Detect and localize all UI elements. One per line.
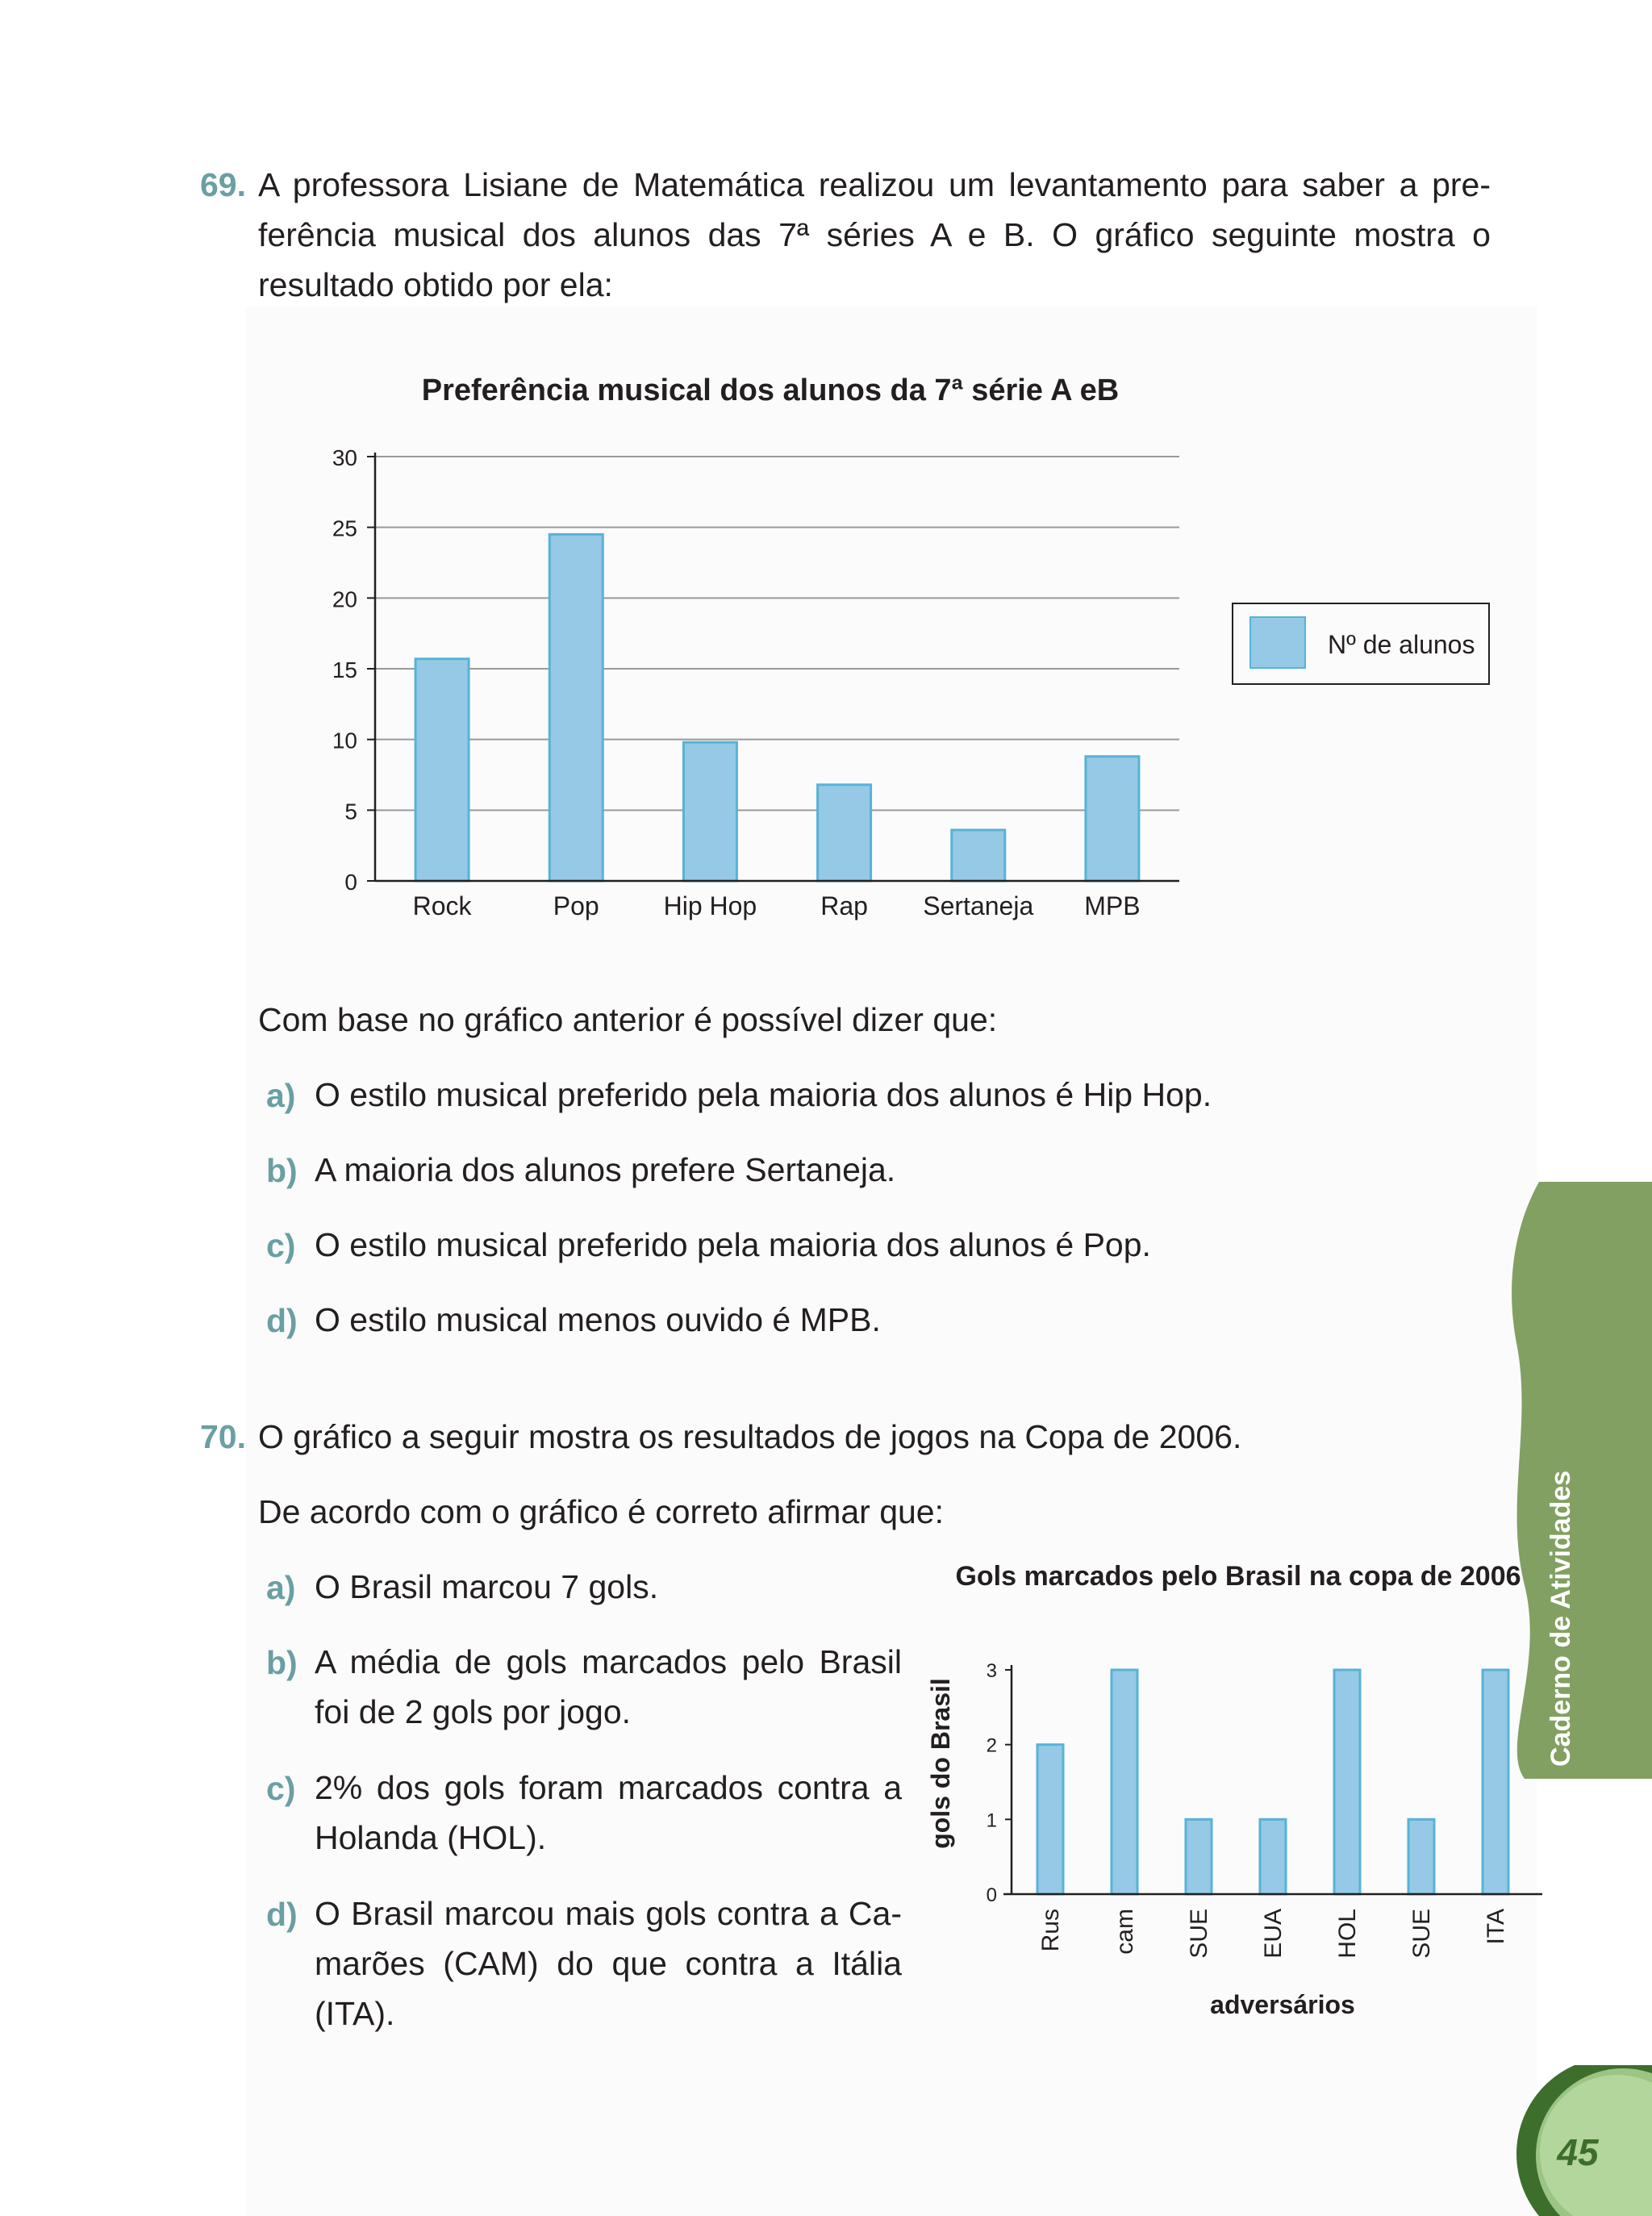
bar-pop <box>549 534 603 881</box>
chart-2-x-axis-label: adversários <box>1210 1990 1355 2019</box>
x-tick-label: cam <box>1112 1909 1138 1955</box>
option-70-b-line-1: A média de gols marcados pelo Brasil <box>315 1643 902 1680</box>
x-tick-label: Pop <box>553 891 599 920</box>
bar-ita-6 <box>1483 1670 1508 1894</box>
option-69-d-label[interactable]: d) <box>266 1302 298 1339</box>
option-69-d-text: O estilo musical menos ouvido é MPB. <box>315 1301 881 1338</box>
bar-hol-4 <box>1334 1670 1360 1894</box>
y-tick-label: 10 <box>332 728 357 753</box>
x-tick-label: Sertaneja <box>923 891 1034 920</box>
chart-1-title: Preferência musical dos alunos da 7ª série A eB <box>421 374 1120 407</box>
y-tick-label: 3 <box>986 1660 997 1682</box>
option-70-d-line-2: marões (CAM) do que contra a Itália <box>315 1945 902 1982</box>
option-70-b-line-2: foi de 2 gols por jogo. <box>315 1693 632 1730</box>
chart-1-legend <box>1233 603 1489 684</box>
bar-sue-5 <box>1408 1819 1434 1894</box>
y-tick-label: 2 <box>986 1734 997 1757</box>
option-70-d-line-1: O Brasil marcou mais gols contra a Ca- <box>315 1895 902 1932</box>
bar-sertaneja <box>952 830 1005 881</box>
legend-swatch <box>1250 617 1305 668</box>
option-70-b-label[interactable]: b) <box>266 1644 298 1681</box>
option-69-b-label[interactable]: b) <box>266 1152 298 1189</box>
legend-label: Nº de alunos <box>1328 630 1475 659</box>
option-70-a-label[interactable]: a) <box>266 1569 296 1606</box>
y-tick-label: 0 <box>344 870 357 895</box>
option-69-c-label[interactable]: c) <box>266 1227 296 1264</box>
question-69-line-1: A professora Lisiane de Matemática realizou um levantamento para saber a pre- <box>258 166 1491 203</box>
question-70-line-1: O gráfico a seguir mostra os resultados de jogos na Copa de 2006. <box>258 1418 1242 1455</box>
y-tick-label: 5 <box>344 799 357 824</box>
y-tick-label: 1 <box>986 1809 997 1832</box>
y-tick-label: 30 <box>332 445 357 470</box>
bar-rus-0 <box>1037 1745 1063 1894</box>
x-tick-label: EUA <box>1260 1909 1287 1959</box>
option-70-d-line-3: (ITA). <box>315 1995 395 2032</box>
question-70-line-2: De acordo com o gráfico é correto afirmar que: <box>258 1493 944 1530</box>
bar-sue-2 <box>1186 1819 1212 1894</box>
question-69-prompt: Com base no gráfico anterior é possível dizer que: <box>258 1001 998 1038</box>
bar-hip-hop <box>683 742 736 881</box>
x-tick-label: MPB <box>1084 891 1141 920</box>
bar-eua-3 <box>1260 1819 1286 1894</box>
bar-mpb <box>1086 757 1139 881</box>
x-tick-label: Hip Hop <box>663 891 757 920</box>
question-69-line-3: resultado obtido por ela: <box>258 266 613 303</box>
side-tab-label: Caderno de Atividades <box>1546 1470 1576 1767</box>
question-70-number: 70. <box>200 1418 246 1455</box>
music-preference-chart <box>0 355 1652 968</box>
option-69-a-text: O estilo musical preferido pela maioria dos alunos é Hip Hop. <box>315 1076 1212 1113</box>
bar-rock <box>415 659 469 881</box>
x-tick-label: SUE <box>1186 1909 1212 1959</box>
option-69-b-text: A maioria dos alunos prefere Sertaneja. <box>315 1151 896 1188</box>
y-tick-label: 0 <box>986 1884 997 1906</box>
y-tick-label: 25 <box>332 515 357 541</box>
x-tick-label: ITA <box>1483 1909 1509 1945</box>
x-tick-label: Rus <box>1037 1909 1064 1952</box>
x-tick-label: Rock <box>412 891 472 920</box>
option-69-a-label[interactable]: a) <box>266 1077 296 1114</box>
y-tick-label: 20 <box>332 586 357 612</box>
goals-chart <box>903 1561 1565 2029</box>
bar-cam-1 <box>1112 1670 1137 1894</box>
option-70-a-text: O Brasil marcou 7 gols. <box>315 1568 659 1605</box>
bar-rap <box>818 785 871 881</box>
question-69-number: 69. <box>200 166 246 203</box>
x-tick-label: SUE <box>1408 1909 1435 1959</box>
x-tick-label: HOL <box>1334 1909 1361 1959</box>
question-69-line-2: ferência musical dos alunos das 7ª séries A e B. O gráfico seguinte mostra o <box>258 216 1491 253</box>
y-tick-label: 15 <box>332 657 357 682</box>
option-70-c-line-2: Holanda (HOL). <box>315 1819 547 1856</box>
option-70-c-line-1: 2% dos gols foram marcados contra a <box>315 1769 902 1806</box>
x-tick-label: Rap <box>820 891 868 920</box>
chart-2-y-axis-label: gols do Brasil <box>926 1678 955 1849</box>
option-70-c-label[interactable]: c) <box>266 1770 296 1807</box>
chart-2-title: Gols marcados pelo Brasil na copa de 2006 <box>955 1561 1521 1592</box>
page-number: 45 <box>1557 2131 1599 2173</box>
option-69-c-text: O estilo musical preferido pela maioria dos alunos é Pop. <box>315 1226 1151 1263</box>
page-number-badge <box>1484 2065 1652 2216</box>
option-70-d-label[interactable]: d) <box>266 1896 298 1933</box>
